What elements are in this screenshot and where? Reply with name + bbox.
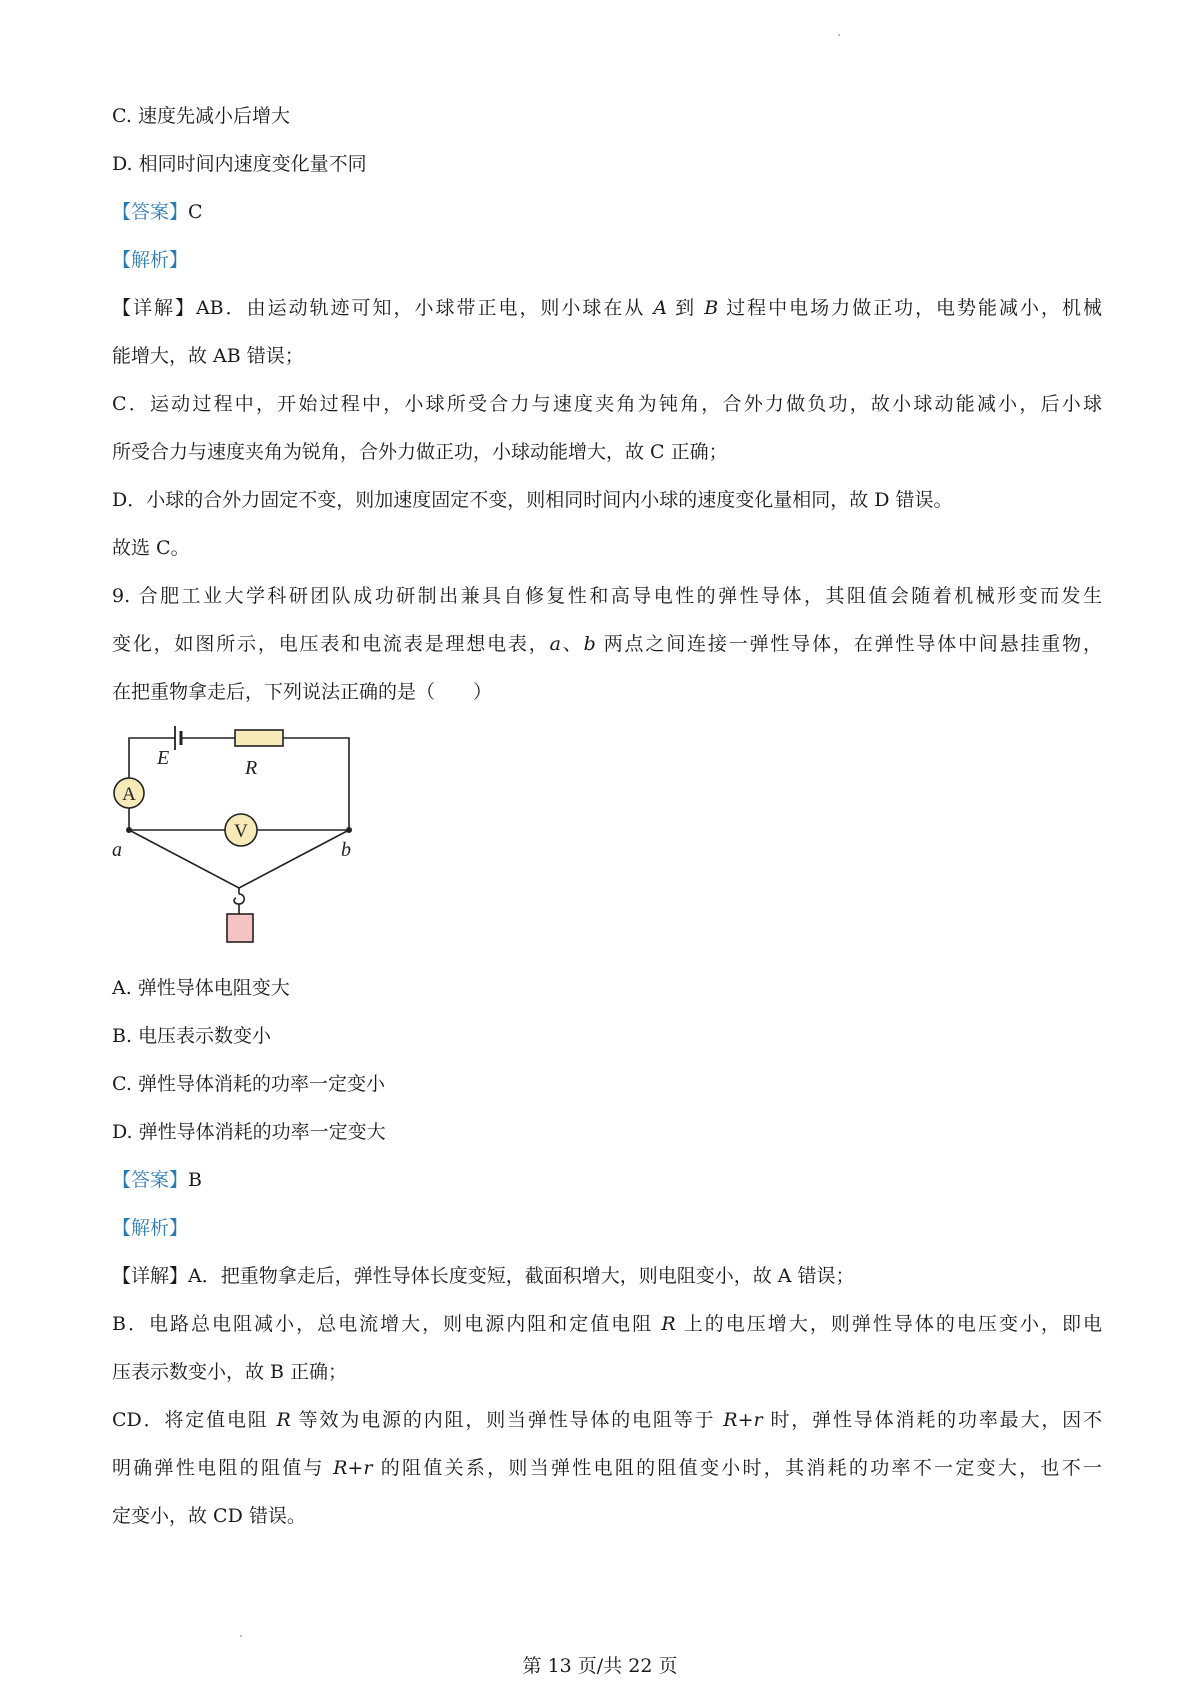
detail-text: 过程中电场力做正功，电势能减小，机械	[718, 297, 1102, 319]
detail-tag: 【详解】	[112, 1265, 189, 1287]
node-b	[346, 827, 352, 833]
detail-text: 到	[667, 297, 705, 319]
symbol-r-plus-r: R+r	[723, 1409, 763, 1431]
detail-text: 明确弹性电阻的阻值与	[112, 1457, 334, 1479]
q9-option-b: B. 电压表示数变小	[112, 1025, 272, 1047]
answer-tag: 【答案】	[112, 201, 189, 223]
q8-answer	[112, 199, 203, 225]
detail-text: CD．将定值电阻	[112, 1409, 277, 1431]
stem-text: 、	[560, 633, 584, 655]
q9-detail-line-5	[112, 1455, 1102, 1481]
scan-speck	[838, 34, 840, 36]
answer-tag: 【答案】	[112, 1169, 189, 1191]
detail-text: 上的电压增大，则弹性导体的电压变小，即电	[675, 1313, 1102, 1335]
label-a: a	[112, 839, 122, 861]
detail-text: A．把重物拿走后，弹性导体长度变短，截面积增大，则电阻变小，故 A 错误；	[188, 1265, 855, 1287]
node-a	[126, 827, 132, 833]
q8-detail-line-1	[112, 295, 1102, 321]
q8-detail-line-5: D．小球的合外力固定不变，则加速度固定不变，则相同时间内小球的速度变化量相同，故 D 错误。	[112, 489, 953, 511]
resistor-r	[235, 730, 283, 746]
hanging-weight	[227, 914, 253, 942]
q9-analysis-tag: 【解析】	[112, 1217, 189, 1239]
answer-value: B	[188, 1169, 202, 1191]
detail-text: 等效为电源的内阻，则当弹性导体的电阻等于	[290, 1409, 724, 1431]
label-ammeter: A	[122, 784, 136, 805]
page-footer: 第 13 页/共 22 页	[522, 1655, 678, 1677]
q9-option-d: D. 弹性导体消耗的功率一定变大	[112, 1121, 386, 1143]
q9-detail-line-1	[112, 1263, 855, 1289]
detail-tag: 【详解】	[112, 297, 196, 319]
q9-detail-line-2	[112, 1311, 1102, 1337]
point-a: A	[653, 297, 668, 319]
detail-text: B．电路总电阻减小，总电流增大，则电源内阻和定值电阻	[112, 1313, 662, 1335]
q8-option-d: D. 相同时间内速度变化量不同	[112, 153, 367, 175]
q9-option-a: A. 弹性导体电阻变大	[112, 977, 290, 999]
wire-top-right	[283, 738, 349, 830]
q9-answer	[112, 1167, 202, 1193]
point-b: B	[704, 297, 719, 319]
symbol-r: R	[276, 1409, 291, 1431]
point-a: a	[549, 633, 561, 655]
q8-detail-line-2: 能增大，故 AB 错误；	[112, 345, 304, 367]
detail-text: 的阻值关系，则当弹性电阻的阻值变小时，其消耗的功率不一定变大，也不一	[372, 1457, 1102, 1479]
label-r: R	[245, 757, 258, 779]
q8-detail-line-3: C．运动过程中，开始过程中，小球所受合力与速度夹角为钝角，合外力做负功，故小球动能减小，后小球	[112, 393, 1102, 415]
q9-stem-line-1: 9. 合肥工业大学科研团队成功研制出兼具自修复性和高导电性的弹性导体，其阻值会随着机械形变而发生	[112, 585, 1102, 607]
detail-text: AB．由运动轨迹可知，小球带正电，则小球在从	[195, 297, 654, 319]
q9-detail-line-6: 定变小，故 CD 错误。	[112, 1505, 306, 1527]
label-voltmeter: V	[234, 821, 248, 842]
answer-value: C	[188, 201, 203, 223]
label-e: E	[157, 747, 170, 769]
point-b: b	[583, 633, 596, 655]
q9-stem-line-3: 在把重物拿走后，下列说法正确的是（ ）	[112, 681, 493, 703]
q9-stem-line-2	[112, 631, 1102, 657]
stem-text: 变化，如图所示，电压表和电流表是理想电表，	[112, 633, 550, 655]
q9-option-c: C. 弹性导体消耗的功率一定变小	[112, 1073, 385, 1095]
scan-speck	[240, 1635, 242, 1637]
detail-text: 时，弹性导体消耗的功率最大，因不	[762, 1409, 1102, 1431]
label-b: b	[341, 839, 351, 861]
symbol-r-plus-r: R+r	[333, 1457, 373, 1479]
q9-detail-line-3: 压表示数变小，故 B 正确；	[112, 1361, 348, 1383]
hook-icon	[234, 888, 244, 914]
q9-detail-line-4	[112, 1407, 1102, 1433]
q8-conclusion: 故选 C。	[112, 537, 190, 559]
q8-detail-line-4: 所受合力与速度夹角为锐角，合外力做正功，小球动能增大，故 C 正确；	[112, 441, 728, 463]
symbol-r: R	[661, 1313, 676, 1335]
stem-text: 两点之间连接一弹性导体，在弹性导体中间悬挂重物，	[595, 633, 1102, 655]
circuit-diagram	[105, 720, 365, 960]
q8-analysis-tag: 【解析】	[112, 249, 189, 271]
q8-option-c: C. 速度先减小后增大	[112, 105, 290, 127]
